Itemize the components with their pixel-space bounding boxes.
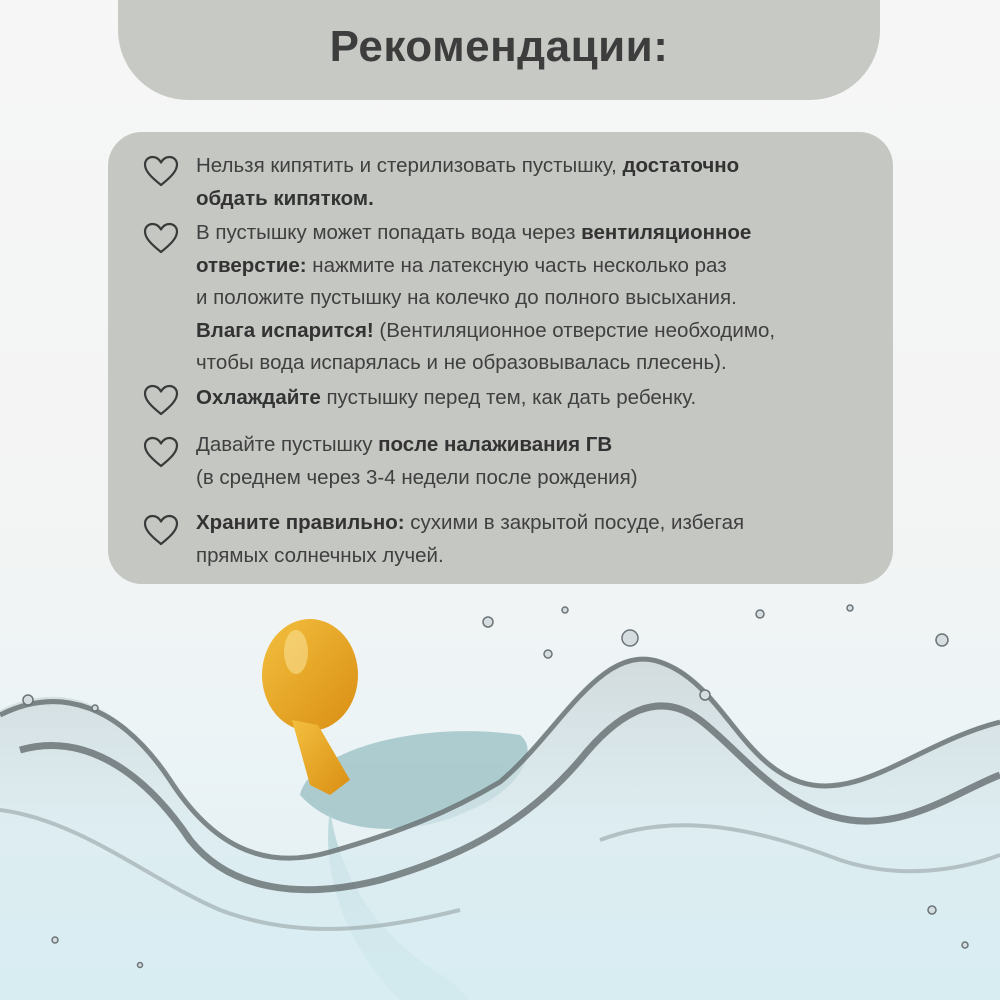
bold-text: Храните правильно: xyxy=(196,511,405,534)
heart-outline-icon xyxy=(142,383,180,417)
text-segment: пустышку перед тем, как дать ребенку. xyxy=(320,386,697,409)
heart-outline-icon xyxy=(142,513,180,547)
recommendation-line xyxy=(196,150,873,183)
text-segment: прямых солнечных лучей. xyxy=(196,543,444,567)
recommendation-line xyxy=(196,429,873,462)
text-segment: Нельзя кипятить и стерилизовать пустышку, xyxy=(196,154,623,177)
text-segment: чтобы вода испарялась и не образовывалась плесень). xyxy=(196,351,727,374)
recommendation-text xyxy=(196,150,873,215)
text-segment: В пустышку может попадать вода через xyxy=(196,221,582,244)
recommendation-line xyxy=(196,250,873,283)
text-segment: Давайте пустышку xyxy=(196,433,379,456)
text-segment: сухими в закрытой посуде, избегая xyxy=(404,511,745,534)
bold-text: обдать кипятком. xyxy=(196,186,374,210)
bold-text: после налаживания ГВ xyxy=(378,433,613,456)
header-banner xyxy=(118,0,880,100)
bold-text: отверстие: xyxy=(196,253,307,277)
water-splash-with-pacifier-image xyxy=(0,580,1000,1000)
text-segment: (в среднем через 3-4 недели после рождения) xyxy=(196,465,638,489)
bold-text: вентиляционное xyxy=(581,221,752,244)
text-segment: и положите пустышку на колечко до полного высыхания. xyxy=(196,286,737,309)
heart-outline-icon xyxy=(142,435,180,469)
heart-outline-icon xyxy=(142,221,180,255)
recommendation-text xyxy=(196,429,873,494)
recommendation-line xyxy=(196,507,873,540)
bold-text: достаточно xyxy=(622,154,740,177)
recommendation-text xyxy=(196,382,873,415)
recommendation-text xyxy=(196,507,873,572)
recommendation-line xyxy=(196,462,873,495)
text-segment: (Вентиляционное отверстие необходимо, xyxy=(373,318,776,342)
bold-text: Влага испарится! xyxy=(196,318,374,342)
recommendation-line xyxy=(196,183,873,216)
bold-text: Охлаждайте xyxy=(196,386,321,409)
page-title: Рекомендации: xyxy=(329,22,669,71)
recommendation-text xyxy=(196,217,873,380)
recommendations-card xyxy=(108,132,893,584)
heart-outline-icon xyxy=(142,154,180,188)
recommendation-line xyxy=(196,382,873,415)
recommendation-line xyxy=(196,540,873,573)
recommendation-line xyxy=(196,315,873,348)
recommendation-line xyxy=(196,217,873,250)
recommendation-line xyxy=(196,282,873,315)
text-segment: нажмите на латексную часть несколько раз xyxy=(306,253,727,277)
recommendation-line xyxy=(196,347,873,380)
